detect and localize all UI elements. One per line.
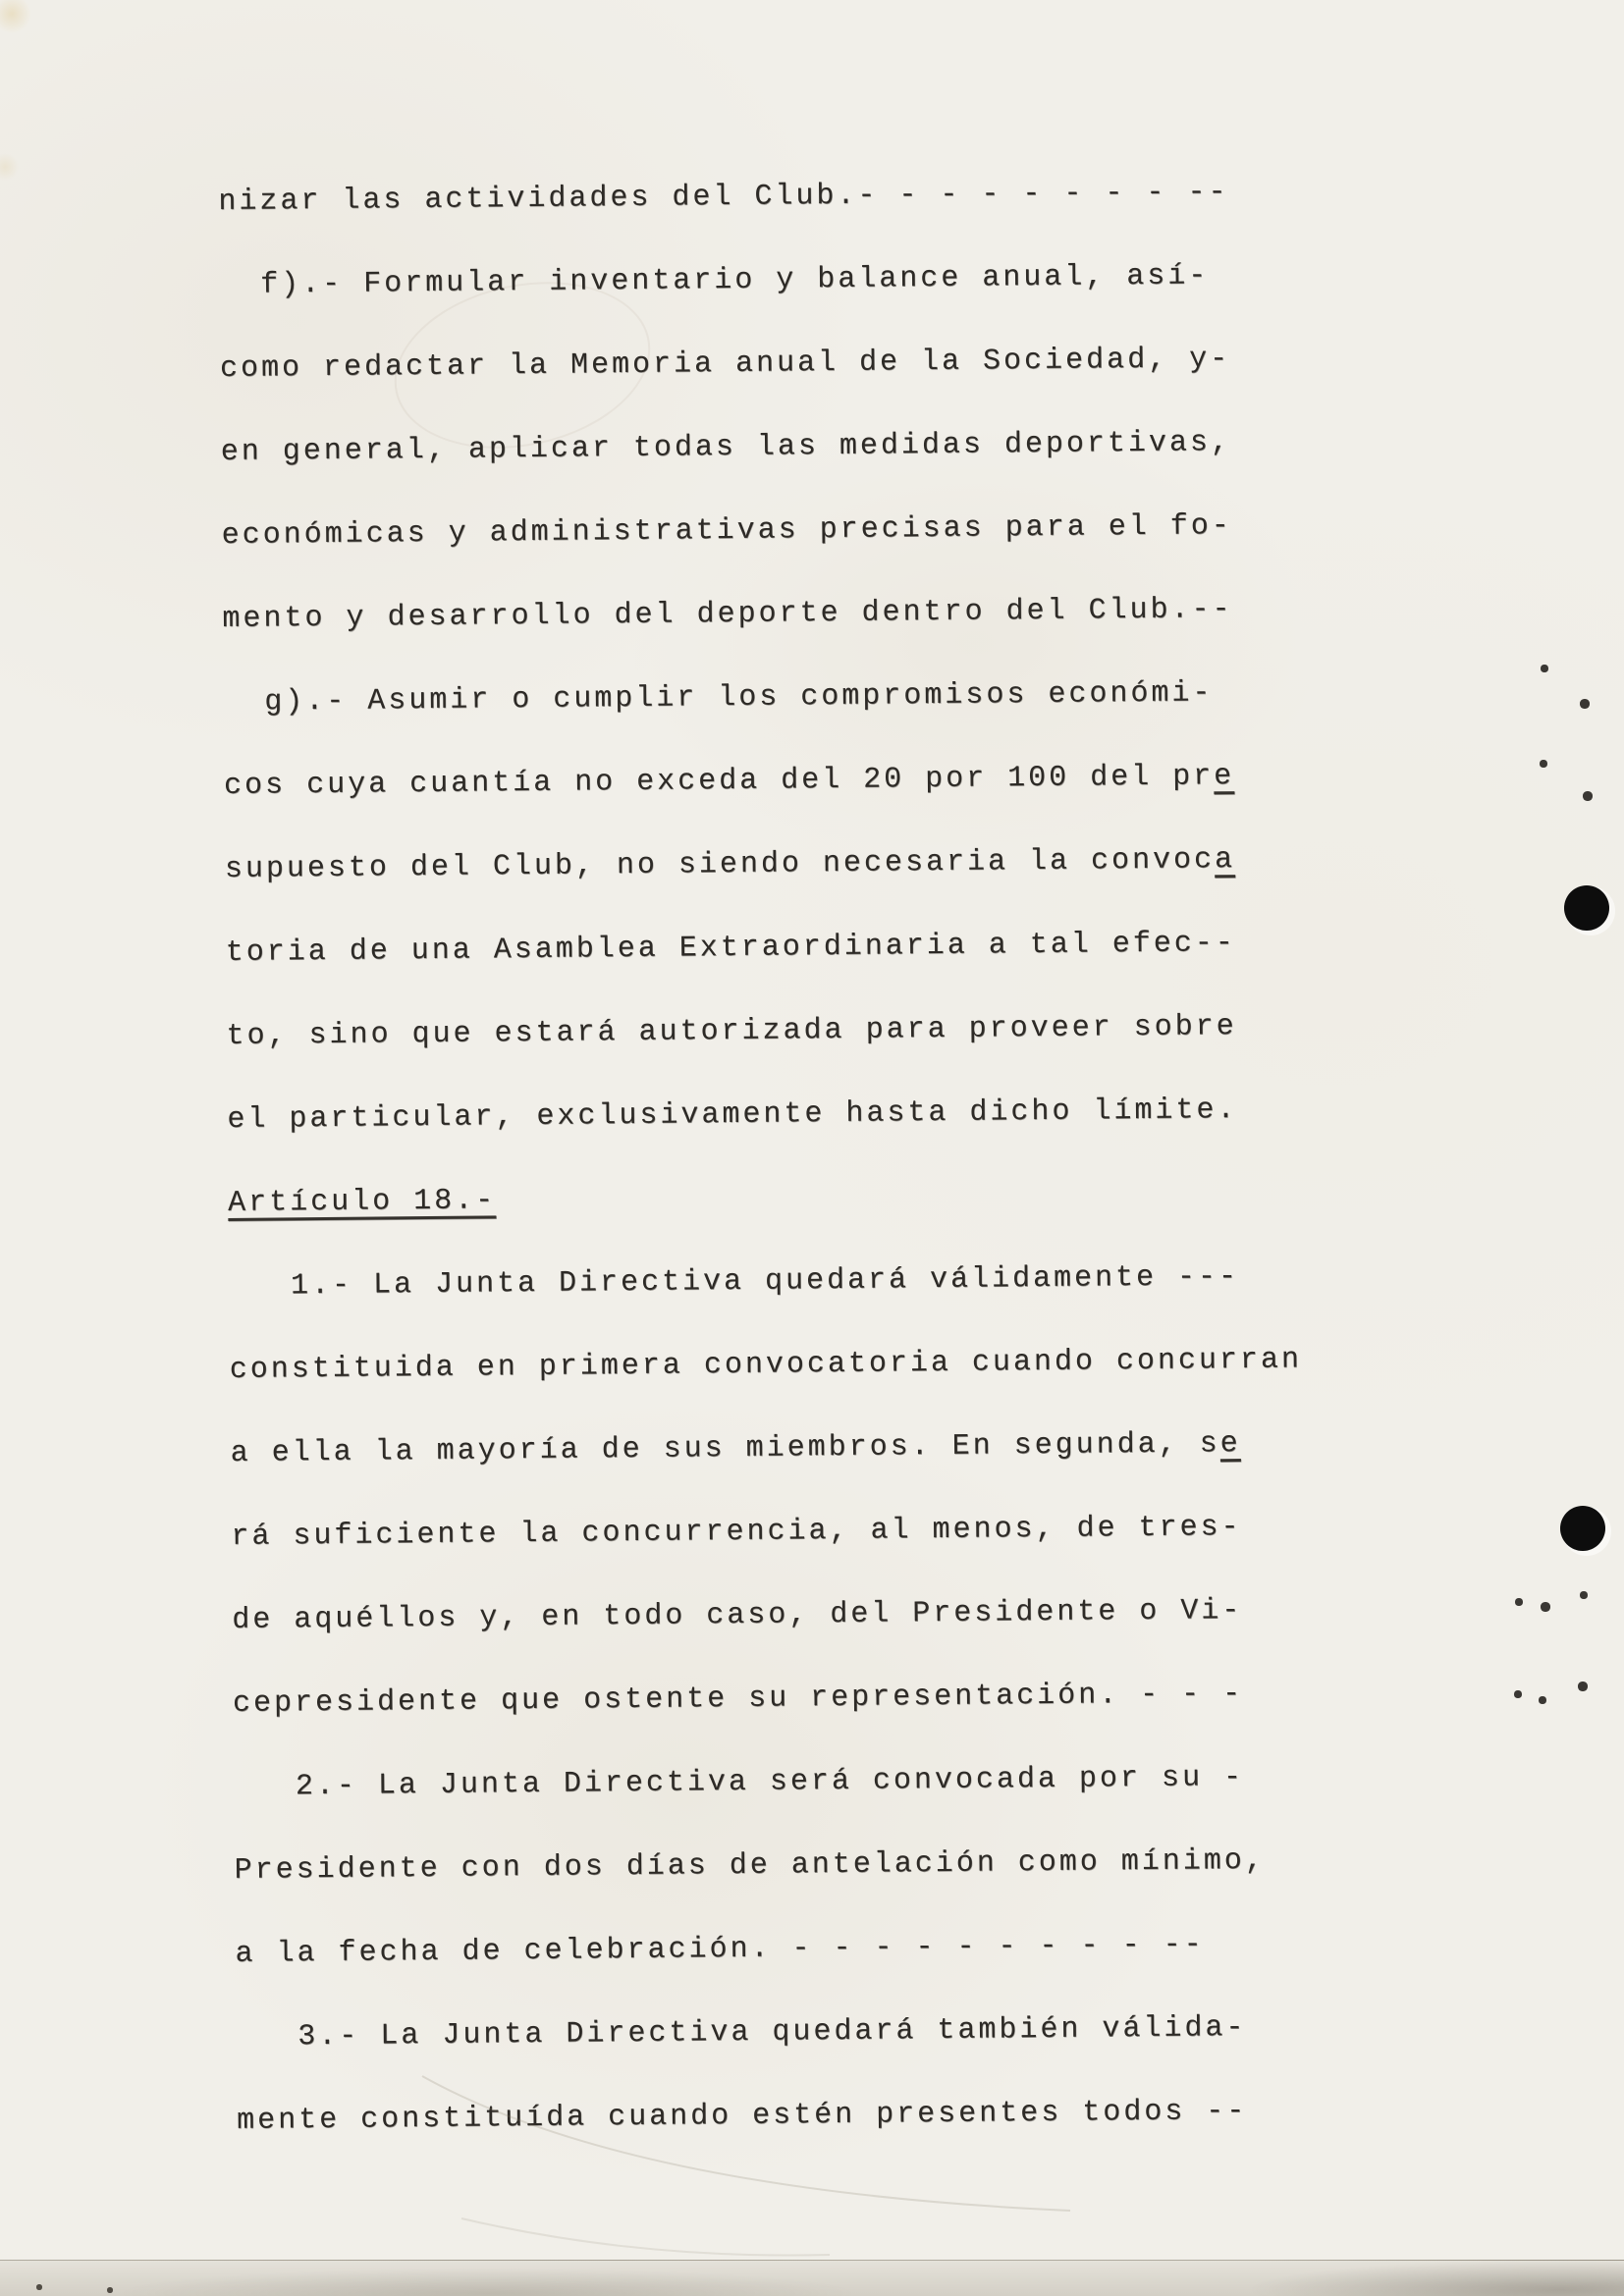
ink-speck bbox=[1541, 665, 1548, 672]
text-line bbox=[225, 900, 1404, 995]
ink-speck bbox=[1514, 1690, 1522, 1698]
text-segment: cos cuya cuantía no exceda del 20 por 100 del pr bbox=[223, 760, 1215, 803]
underlined-text-segment: a bbox=[1214, 843, 1236, 878]
ink-speck bbox=[1541, 1602, 1550, 1612]
binding-hole-mark bbox=[1560, 1506, 1605, 1551]
text-line bbox=[229, 1234, 1408, 1329]
text-segment: a la fecha de celebración. - - - - - - - - - -- bbox=[235, 1928, 1205, 1971]
text-segment: constituida en primera convocatoria cuando concurran bbox=[229, 1343, 1303, 1387]
binding-hole-mark bbox=[1564, 885, 1609, 931]
text-segment: g).- Asumir o cumplir los compromisos económi- bbox=[223, 676, 1214, 720]
ink-speck bbox=[1583, 791, 1593, 801]
text-segment: 2.- La Junta Directiva será convocada por su - bbox=[233, 1761, 1245, 1804]
text-line bbox=[220, 400, 1399, 495]
underlined-text-segment: e bbox=[1214, 760, 1235, 794]
text-segment: toria de una Asamblea Extraordinaria a tal efec-- bbox=[225, 927, 1237, 970]
underlined-text-segment: Artículo 18.- bbox=[228, 1184, 497, 1220]
text-line bbox=[235, 1901, 1414, 1997]
text-line bbox=[223, 650, 1402, 745]
ink-speck bbox=[1515, 1598, 1523, 1606]
text-segment: f).- Formular inventario y balance anual, así- bbox=[219, 259, 1210, 302]
underlined-text-segment: e bbox=[1219, 1427, 1241, 1462]
page-bottom-edge-shadow bbox=[0, 2260, 1624, 2296]
text-segment: 1.- La Junta Directiva quedará válidamente --- bbox=[228, 1260, 1240, 1304]
scanner-curve-2 bbox=[461, 2218, 830, 2256]
ink-speck bbox=[1580, 699, 1590, 709]
text-line bbox=[231, 1484, 1410, 1579]
text-segment: rá suficiente la concurrencia, al menos, de tres- bbox=[231, 1511, 1242, 1554]
document-text bbox=[218, 149, 1416, 2163]
text-line bbox=[232, 1568, 1411, 1663]
text-segment: como redactar la Memoria anual de la Sociedad, y- bbox=[219, 343, 1231, 386]
text-line bbox=[233, 1651, 1412, 1746]
text-line bbox=[218, 149, 1397, 244]
text-segment: mente constituída cuando estén presentes todos -- bbox=[237, 2095, 1248, 2138]
text-segment: to, sino que estará autorizada para proveer sobre bbox=[226, 1010, 1237, 1053]
text-segment: cepresidente que ostente su representación. - - - bbox=[232, 1678, 1244, 1721]
text-segment: mento y desarrollo del deporte dentro del Club.-- bbox=[222, 593, 1233, 636]
text-line bbox=[234, 1735, 1413, 1830]
ink-speck bbox=[1539, 1696, 1546, 1704]
ink-speck bbox=[1578, 1682, 1588, 1691]
text-segment: Presidente con dos días de antelación como mínimo, bbox=[234, 1843, 1266, 1888]
text-line bbox=[220, 316, 1399, 411]
text-line bbox=[224, 733, 1403, 828]
text-line bbox=[225, 817, 1404, 912]
text-segment: nizar las actividades del Club.- - - - - - - - -- bbox=[218, 176, 1229, 219]
ink-speck bbox=[1540, 760, 1547, 768]
text-segment: de aquéllos y, en todo caso, del Presidente o Vi- bbox=[232, 1594, 1243, 1637]
text-segment: el particular, exclusivamente hasta dicho límite. bbox=[227, 1094, 1238, 1137]
ink-speck bbox=[1580, 1591, 1588, 1599]
text-line bbox=[228, 1150, 1407, 1246]
text-line bbox=[236, 1985, 1415, 2080]
text-line bbox=[226, 984, 1405, 1079]
text-segment: supuesto del Club, no siendo necesaria la convoc bbox=[224, 843, 1216, 886]
text-segment: en general, aplicar todas las medidas deportivas, bbox=[220, 426, 1232, 469]
text-segment: 3.- La Junta Directiva quedará también válida- bbox=[236, 2011, 1247, 2055]
text-line bbox=[234, 1818, 1413, 1913]
text-segment: a ella la mayoría de sus miembros. En segunda, s bbox=[230, 1427, 1220, 1470]
text-line bbox=[230, 1401, 1409, 1496]
text-line bbox=[221, 483, 1400, 578]
text-line bbox=[229, 1317, 1408, 1413]
text-line bbox=[222, 566, 1401, 662]
text-line bbox=[219, 233, 1398, 328]
text-line bbox=[237, 2068, 1416, 2163]
text-segment: económicas y administrativas precisas para el fo- bbox=[221, 509, 1232, 553]
text-line bbox=[227, 1067, 1406, 1162]
